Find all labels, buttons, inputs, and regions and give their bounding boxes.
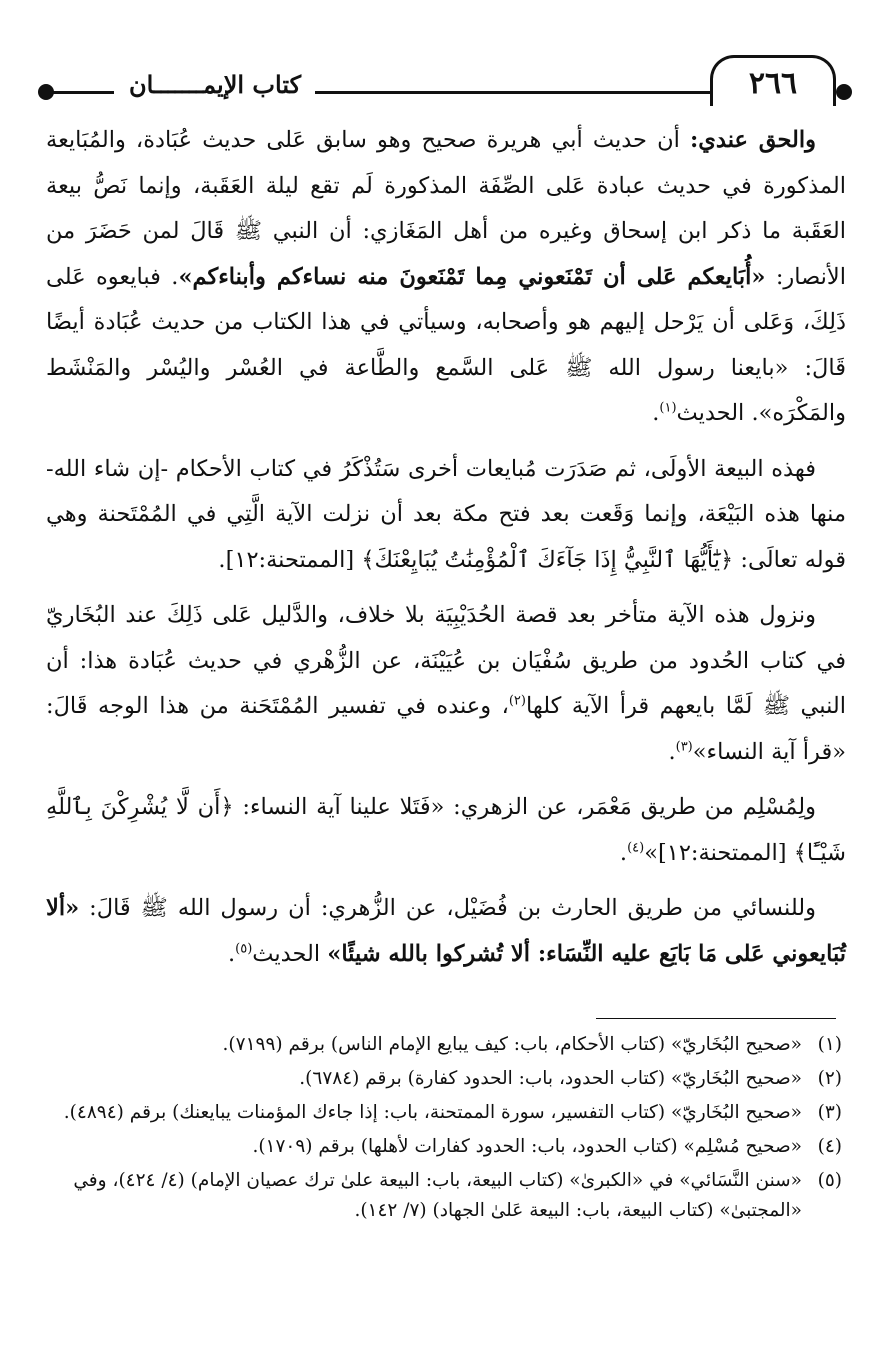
footnote-ref[interactable]: (٣) bbox=[675, 739, 693, 754]
paragraph-2 bbox=[46, 447, 846, 584]
footnote-text: «سنن النَّسَائي» في «الكبرىٰ» (كتاب البيعة، باب: البيعة علىٰ ترك عصيان الإمام) (٤/ ٤٢٤)، وفي «المجتبىٰ» (كتاب البيعة، باب: البيعة عَلىٰ الجهاد) (٧/ ١٤٢). bbox=[73, 1170, 802, 1221]
footnote-text: «صحيح البُخَاريّ» (كتاب الأحكام، باب: كيف يبايع الإمام الناس) برقم (٧١٩٩). bbox=[222, 1034, 802, 1055]
paragraph-end: . bbox=[652, 400, 660, 426]
book-title: كتاب الإيمـــــــان bbox=[129, 70, 301, 99]
footnote-text: «صحيح البُخَاريّ» (كتاب التفسير، سورة الممتحنة، باب: إذا جاءك المؤمنات يبايعنك) برقم (٤٨٩٤). bbox=[63, 1102, 802, 1123]
footnote-item bbox=[50, 1166, 842, 1226]
footnote-separator bbox=[596, 1018, 836, 1019]
paragraph-end: . bbox=[228, 940, 236, 967]
paragraph-end: . bbox=[619, 839, 628, 866]
footnote-text: «صحيح البُخَاريّ» (كتاب الحدود، باب: الحدود كفارة) برقم (٦٧٨٤). bbox=[299, 1068, 802, 1089]
footnote-ref[interactable]: (٥) bbox=[235, 941, 253, 956]
page-header bbox=[30, 50, 860, 120]
footnotes bbox=[50, 1030, 842, 1230]
paragraph-4 bbox=[46, 785, 846, 876]
header-rule-left bbox=[52, 91, 114, 94]
paragraph-text: ، وعنده في تفسير المُمْتَحَنة من هذا الوجه قَالَ: «قرأ آية النساء» bbox=[46, 693, 846, 765]
footnote-number: (٥) bbox=[817, 1170, 842, 1191]
footnote-ref[interactable]: (١) bbox=[659, 400, 677, 416]
paragraph-text: ونزول هذه الآية متأخر بعد قصة الحُدَيْبِيَة بلا خلاف، والدَّليل عَلى ذَلِكَ عند البُخَاريّ في كتاب الحُدود من طريق سُفْيَان بن عُيَيْنَة، عن الزُّهْري في حديث عُبَادة هذا: أن النبي ﷺ لَمَّا بايعهم قرأ الآية كلها bbox=[46, 602, 846, 719]
paragraph-text: . فبايعوه عَلى ذَلِكَ، وَعَلى أن يَرْحل إليهم هو وأصحابه، وسيأتي في هذا الكتاب من حديث عُبَادة أيضًا قَالَ: «بايعنا رسول الله ﷺ عَلى السَّمع والطَّاعة في العُسْر واليُسْر والمَنْشَط والمَكْرَه». الحديث bbox=[46, 263, 846, 426]
footnote-text: «صحيح مُسْلِم» (كتاب الحدود، باب: الحدود كفارات لأهلها) برقم (١٧٠٩). bbox=[252, 1136, 802, 1157]
footnote-ref[interactable]: (٤) bbox=[627, 840, 645, 855]
footnote-item bbox=[50, 1030, 842, 1060]
paragraph-5 bbox=[46, 886, 846, 977]
quoted-hadith: «أُبَايعكم عَلى أن تَمْنَعوني مِما تَمْنَعونَ منه نساءكم وأبناءكم» bbox=[178, 263, 766, 290]
header-rule-right bbox=[315, 91, 710, 94]
paragraph-text: أن حديث أبي هريرة صحيح وهو سابق عَلى حديث عُبَادة، والمُبَايعة المذكورة في حديث عبادة عَلى الصِّفَة المذكورة لَم تقع ليلة العَقَبة، وإنما نَصُّ بيعة العَقَبة ما ذكر ابن إسحاق وغيره من أهل المَغَازي: أن النبي ﷺ قَالَ لمن حَضَرَ من الأنصار: bbox=[46, 127, 846, 290]
paragraph-text: وللنسائي من طريق الحارث بن فُضَيْل، عن الزُّهري: أن رسول الله ﷺ قَالَ: bbox=[79, 895, 816, 921]
quoted-hadith: «ألا تُبَايعوني عَلى مَا بَايَع عليه النِّسَاء: ألا تُشركوا بالله شيئًا» bbox=[46, 895, 846, 967]
paragraph-1 bbox=[46, 118, 846, 437]
header-ornament-dot-right bbox=[836, 84, 852, 100]
paragraph-lead: والحق عندي: bbox=[689, 127, 816, 153]
paragraph-end: . bbox=[668, 738, 676, 765]
paragraph-text: الحديث bbox=[252, 940, 328, 967]
paragraph-text: فهذه البيعة الأولَى، ثم صَدَرَت مُبايعات أخرى سَتُذْكَرُ في كتاب الأحكام -إن شاء الله- منها هذه البَيْعَة، وإنما وَقَعت بعد فتح مكة بعد أن نزلت الآية الَّتِي في المُمْتَحنة وهي قوله تعالَى: ﴿يَٰٓأَيُّهَا ٱلنَّبِيُّ إِذَا جَآءَكَ ٱلْمُؤْمِنَٰتُ يُبَايِعْنَكَ﴾ [الممتحنة:١٢]. bbox=[46, 455, 846, 573]
paragraph-3 bbox=[46, 593, 846, 775]
paragraph-text: ولِمُسْلِم من طريق مَعْمَر، عن الزهري: «فَتَلا علينا آية النساء: ﴿أَن لَّا يُشْرِكْنَ بِٱللَّهِ شَيْـًٔا﴾ [الممتحنة:١٢]» bbox=[46, 794, 846, 866]
footnote-number: (٤) bbox=[817, 1136, 842, 1157]
footnote-ref[interactable]: (٢) bbox=[508, 693, 526, 709]
page-number: ٢٦٦ bbox=[710, 55, 836, 106]
footnote-number: (٣) bbox=[817, 1102, 842, 1123]
footnote-item bbox=[50, 1132, 842, 1162]
footnote-number: (٢) bbox=[817, 1068, 842, 1089]
main-text bbox=[46, 118, 846, 987]
footnote-number: (١) bbox=[817, 1034, 842, 1055]
footnote-item bbox=[50, 1098, 842, 1128]
footnote-item bbox=[50, 1064, 842, 1094]
